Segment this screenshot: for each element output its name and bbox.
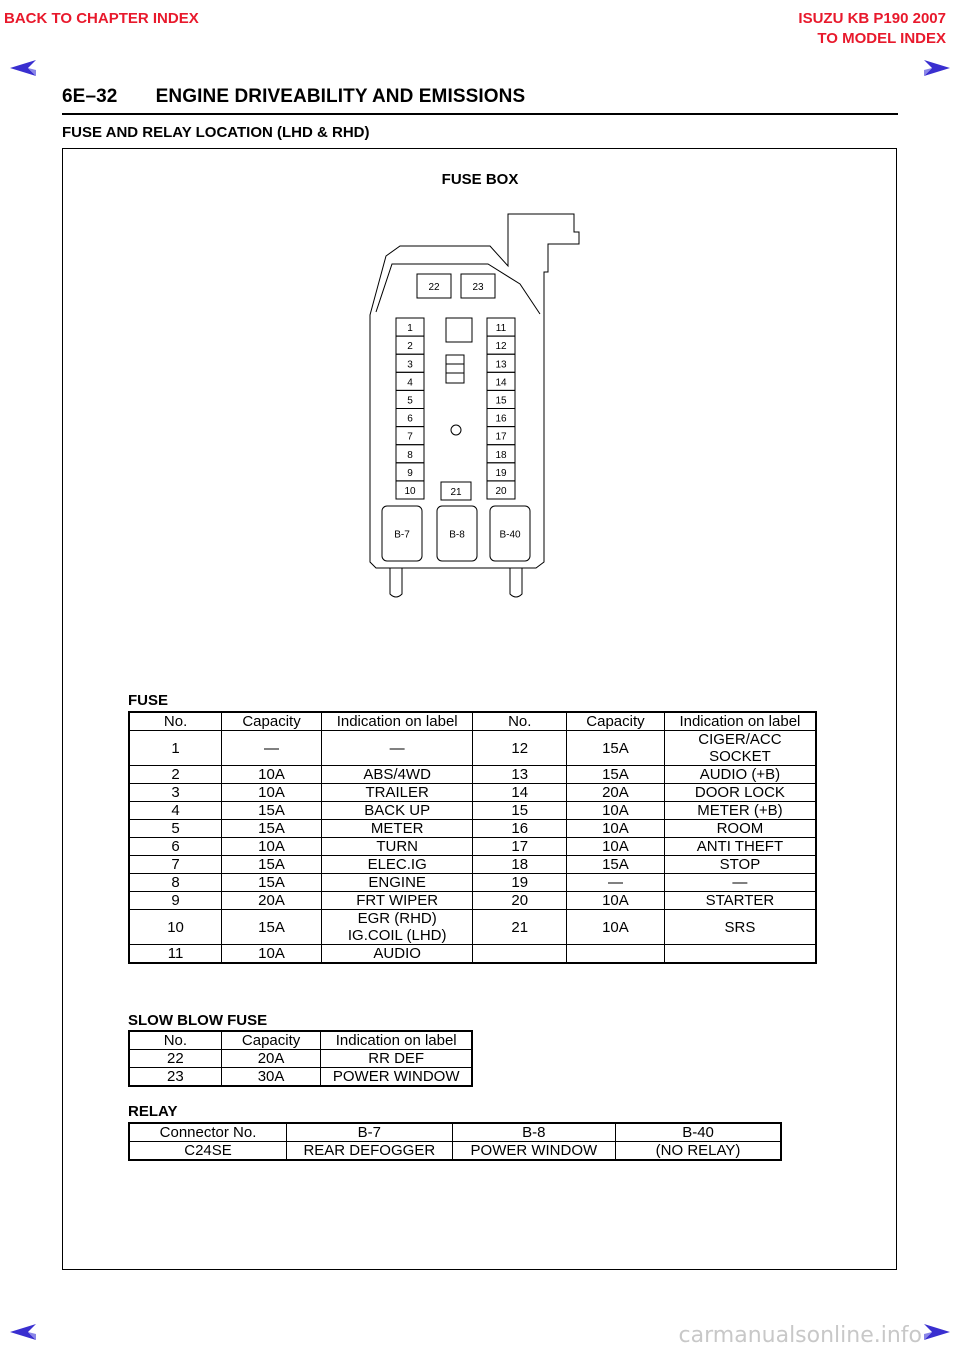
- fuse-table-cell: 10A: [222, 945, 322, 964]
- table-row: [129, 1068, 472, 1087]
- relay-b-8-label: B-8: [449, 529, 465, 541]
- fuse-table-cell: 20: [473, 892, 567, 910]
- relay-b-7-label: B-7: [394, 529, 410, 541]
- fuse-6-label: 6: [407, 413, 413, 425]
- fuse-9-label: 9: [407, 467, 413, 479]
- slow-blow-table-cell: 23: [129, 1068, 221, 1087]
- fuse-table-cell: 10A: [222, 784, 322, 802]
- fuse-table-cell: STOP: [664, 856, 816, 874]
- prev-page-bottom-arrow-icon[interactable]: [8, 1322, 38, 1342]
- manual-title-link[interactable]: ISUZU KB P190 2007: [798, 10, 946, 27]
- fuse-table-cell: 15A: [567, 856, 665, 874]
- fuse-17-label: 17: [495, 431, 507, 443]
- fuse-table-cell: 7: [129, 856, 222, 874]
- relay-table-cell: POWER WINDOW: [452, 1142, 615, 1161]
- table-row: [129, 856, 816, 874]
- fuse-table-cell: ELEC.IG: [321, 856, 473, 874]
- fuse-table-cell: —: [567, 874, 665, 892]
- fuse-table-cell: ABS/4WD: [321, 766, 473, 784]
- table-row: [129, 820, 816, 838]
- fuse-table-header-cell: No.: [129, 712, 222, 731]
- prev-page-arrow-icon[interactable]: [8, 58, 38, 78]
- fuse-table-cell: 20A: [222, 892, 322, 910]
- fuse-table-header-cell: Indication on label: [664, 712, 816, 731]
- fuse-table-cell: METER: [321, 820, 473, 838]
- fuse-table-cell: SRS: [664, 910, 816, 945]
- fuse-table-cell: 11: [129, 945, 222, 964]
- fuse-4-label: 4: [407, 377, 413, 389]
- relay-table: [128, 1122, 782, 1161]
- fuse-table-cell: TRAILER: [321, 784, 473, 802]
- fuse-table-cell: [473, 945, 567, 964]
- fuse-table-header-cell: Capacity: [222, 712, 322, 731]
- slow-blow-table-cell: 22: [129, 1050, 221, 1068]
- fuse-table-cell: 15A: [222, 820, 322, 838]
- fuse-3-label: 3: [407, 359, 413, 371]
- slow-blow-table-cell: 20A: [221, 1050, 321, 1068]
- fuse-table-cell: 4: [129, 802, 222, 820]
- fuse-table-cell: BACK UP: [321, 802, 473, 820]
- fuse-table-cell: DOOR LOCK: [664, 784, 816, 802]
- fuse-table-cell: METER (+B): [664, 802, 816, 820]
- fuse-table: [128, 711, 817, 964]
- fuse-table-cell: —: [222, 731, 322, 766]
- fuse-table-header-cell: Indication on label: [321, 712, 473, 731]
- fuse-table-cell: 2: [129, 766, 222, 784]
- page-title: 6E–32 ENGINE DRIVEABILITY AND EMISSIONS: [62, 86, 526, 107]
- fuse-7-label: 7: [407, 431, 413, 443]
- fuse-1-label: 1: [407, 323, 413, 335]
- fuse-table-cell: 17: [473, 838, 567, 856]
- fuse-table-cell: TURN: [321, 838, 473, 856]
- watermark: carmanualsonline.info: [678, 1323, 922, 1348]
- fuse-table-cell: 9: [129, 892, 222, 910]
- fuse-table-cell: —: [321, 731, 473, 766]
- table-row: [129, 874, 816, 892]
- next-page-bottom-arrow-icon[interactable]: [922, 1322, 952, 1342]
- fuse-box-caption: FUSE BOX: [441, 171, 519, 188]
- slow-blow-table-cell: RR DEF: [321, 1050, 472, 1068]
- fuse-table-cell: 15A: [222, 874, 322, 892]
- header-divider: [62, 113, 898, 115]
- fuse-table-cell: 15A: [222, 910, 322, 945]
- fuse-box-diagram: [360, 210, 590, 605]
- slow-blow-fuse-22-label: 22: [428, 282, 440, 293]
- fuse-table-cell: 10A: [567, 910, 665, 945]
- relay-table-header-row: [129, 1123, 781, 1142]
- fuse-table-cell: AUDIO (+B): [664, 766, 816, 784]
- table-row: [129, 1050, 472, 1068]
- slow-blow-fuse-table: [128, 1030, 473, 1087]
- fuse-21-label: 21: [450, 487, 462, 498]
- fuse-table-cell: 12: [473, 731, 567, 766]
- fuse-table-cell: EGR (RHD) IG.COIL (LHD): [321, 910, 473, 945]
- relay-table-cell: (NO RELAY): [616, 1142, 781, 1161]
- fuse-19-label: 19: [495, 467, 507, 479]
- fuse-table-cell: 14: [473, 784, 567, 802]
- fuse-table-cell: 15: [473, 802, 567, 820]
- fuse-table-cell: 10: [129, 910, 222, 945]
- slow-blow-table-label: SLOW BLOW FUSE: [128, 1012, 268, 1029]
- fuse-table-cell: AUDIO: [321, 945, 473, 964]
- fuse-table-cell: 10A: [222, 838, 322, 856]
- fuse-10-label: 10: [404, 485, 416, 497]
- fuse-table-cell: [664, 945, 816, 964]
- fuse-table-cell: 15A: [567, 766, 665, 784]
- fuse-13-label: 13: [495, 359, 507, 371]
- fuse-table-cell: STARTER: [664, 892, 816, 910]
- fuse-table-cell: ENGINE: [321, 874, 473, 892]
- relay-table-cell: REAR DEFOGGER: [287, 1142, 453, 1161]
- table-row: [129, 731, 816, 766]
- fuse-11-label: 11: [495, 323, 507, 335]
- fuse-14-label: 14: [495, 377, 507, 389]
- fuse-5-label: 5: [407, 395, 413, 407]
- next-page-arrow-icon[interactable]: [922, 58, 952, 78]
- slow-blow-table-header-cell: Indication on label: [321, 1031, 472, 1050]
- back-to-chapter-index-link[interactable]: BACK TO CHAPTER INDEX: [4, 10, 199, 27]
- table-row: [129, 1142, 781, 1161]
- fuse-table-cell: 10A: [567, 802, 665, 820]
- fuse-table-cell: 3: [129, 784, 222, 802]
- fuse-15-label: 15: [495, 395, 507, 407]
- slow-blow-fuse-23-label: 23: [472, 282, 484, 293]
- table-row: [129, 802, 816, 820]
- fuse-table-cell: 8: [129, 874, 222, 892]
- slow-blow-table-cell: POWER WINDOW: [321, 1068, 472, 1087]
- fuse-table-cell: 1: [129, 731, 222, 766]
- fuse-table-header-row: [129, 712, 816, 731]
- to-model-index-link[interactable]: TO MODEL INDEX: [817, 30, 946, 47]
- table-row: [129, 766, 816, 784]
- fuse-table-cell: ROOM: [664, 820, 816, 838]
- slow-blow-table-header-cell: Capacity: [221, 1031, 321, 1050]
- relay-table-label: RELAY: [128, 1103, 178, 1120]
- fuse-table-cell: 15A: [222, 856, 322, 874]
- fuse-18-label: 18: [495, 449, 507, 461]
- fuse-table-cell: 10A: [222, 766, 322, 784]
- table-row: [129, 838, 816, 856]
- fuse-table-cell: 18: [473, 856, 567, 874]
- fuse-table-label: FUSE: [128, 692, 169, 709]
- fuse-table-cell: FRT WIPER: [321, 892, 473, 910]
- slow-blow-table-cell: 30A: [221, 1068, 321, 1087]
- fuse-table-cell: ANTI THEFT: [664, 838, 816, 856]
- fuse-table-cell: 20A: [567, 784, 665, 802]
- table-row: [129, 945, 816, 964]
- fuse-table-cell: 21: [473, 910, 567, 945]
- slow-blow-table-header-cell: No.: [129, 1031, 221, 1050]
- fuse-table-header-cell: Capacity: [567, 712, 665, 731]
- fuse-table-cell: 15A: [222, 802, 322, 820]
- table-row: [129, 892, 816, 910]
- table-row: [129, 784, 816, 802]
- fuse-table-cell: 6: [129, 838, 222, 856]
- fuse-20-label: 20: [495, 485, 507, 497]
- fuse-16-label: 16: [495, 413, 507, 425]
- slow-blow-table-header-row: [129, 1031, 472, 1050]
- fuse-8-label: 8: [407, 449, 413, 461]
- fuse-2-label: 2: [407, 341, 413, 353]
- fuse-table-cell: [567, 945, 665, 964]
- fuse-table-header-cell: No.: [473, 712, 567, 731]
- fuse-table-cell: 19: [473, 874, 567, 892]
- relay-table-header-cell: B-7: [287, 1123, 453, 1142]
- fuse-box-housing: [370, 214, 579, 568]
- fuse-table-cell: 16: [473, 820, 567, 838]
- relay-b-40-label: B-40: [499, 529, 521, 541]
- relay-table-cell: C24SE: [129, 1142, 287, 1161]
- table-row: [129, 910, 816, 945]
- relay-table-header-cell: B-8: [452, 1123, 615, 1142]
- relay-table-header-cell: Connector No.: [129, 1123, 287, 1142]
- fuse-table-cell: CIGER/ACC SOCKET: [664, 731, 816, 766]
- fuse-table-cell: 10A: [567, 892, 665, 910]
- fuse-table-cell: 5: [129, 820, 222, 838]
- fuse-table-cell: 10A: [567, 838, 665, 856]
- section-title: FUSE AND RELAY LOCATION (LHD & RHD): [62, 124, 370, 141]
- fuse-table-cell: 13: [473, 766, 567, 784]
- relay-table-header-cell: B-40: [616, 1123, 781, 1142]
- fuse-table-cell: 10A: [567, 820, 665, 838]
- fuse-table-cell: 15A: [567, 731, 665, 766]
- fuse-table-cell: —: [664, 874, 816, 892]
- fuse-12-label: 12: [495, 341, 507, 353]
